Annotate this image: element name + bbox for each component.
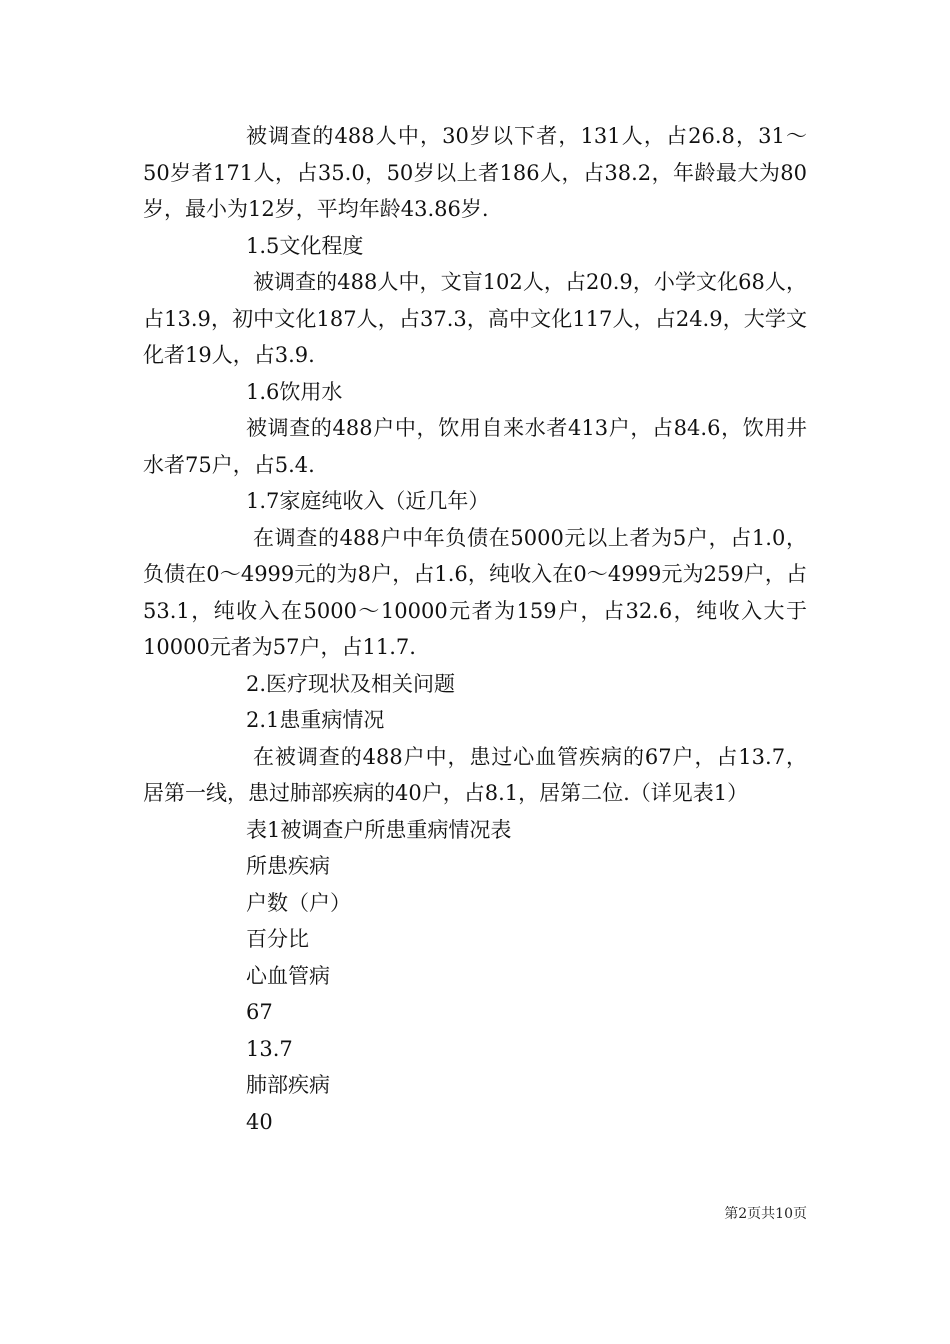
paragraph-disease: 在被调查的488户中，患过心血管疾病的67户，占13.7，居第一线，患过肺部疾病的40户，占8.1，居第二位.（详见表1） <box>143 744 807 805</box>
table-caption: 表1被调查户所患重病情况表 <box>246 817 512 842</box>
document-body <box>143 118 807 1140</box>
table-cell-row1-disease: 心血管病 <box>246 963 330 988</box>
page-indicator: 第2页共10页 <box>724 1206 807 1222</box>
paragraph-education: 被调查的488人中，文盲102人，占20.9，小学文化68人，占13.9，初中文化187人，占37.3，高中文化117人，占24.9，大学文化者19人，占3.9. <box>143 270 807 367</box>
heading-2-1: 2.1患重病情况 <box>246 708 385 732</box>
heading-2: 2.医疗现状及相关问题 <box>246 671 456 696</box>
paragraph-age: 被调查的488人中，30岁以下者，131人，占26.8，31～50岁者171人，占35.0，50岁以上者186人，占38.2，年龄最大为80岁，最小为12岁，平均年龄43.86岁. <box>143 124 807 221</box>
table-cell-row2-households: 40 <box>246 1109 273 1134</box>
paragraph-water: 被调查的488户中，饮用自来水者413户，占84.6，饮用井水者75户，占5.4. <box>143 416 807 477</box>
heading-1-5: 1.5文化程度 <box>246 233 364 258</box>
heading-1-6: 1.6饮用水 <box>246 379 343 404</box>
table-header-percent: 百分比 <box>246 927 309 951</box>
table-cell-row1-households: 67 <box>246 1000 273 1024</box>
paragraph-income: 在调查的488户中年负债在5000元以上者为5户，占1.0，负债在0～4999元的为8户，占1.6，纯收入在0～4999元为259户，占53.1，纯收入在5000～10000元者为159户，占32.6，纯收入大于10000元者为57户，占11.7. <box>143 525 807 659</box>
table-cell-row1-percent: 13.7 <box>246 1036 293 1061</box>
table-cell-row2-disease: 肺部疾病 <box>246 1073 330 1097</box>
table-header-disease: 所患疾病 <box>246 854 330 878</box>
heading-1-7: 1.7家庭纯收入（近几年） <box>246 489 490 513</box>
table-header-households: 户数（户） <box>246 890 351 915</box>
